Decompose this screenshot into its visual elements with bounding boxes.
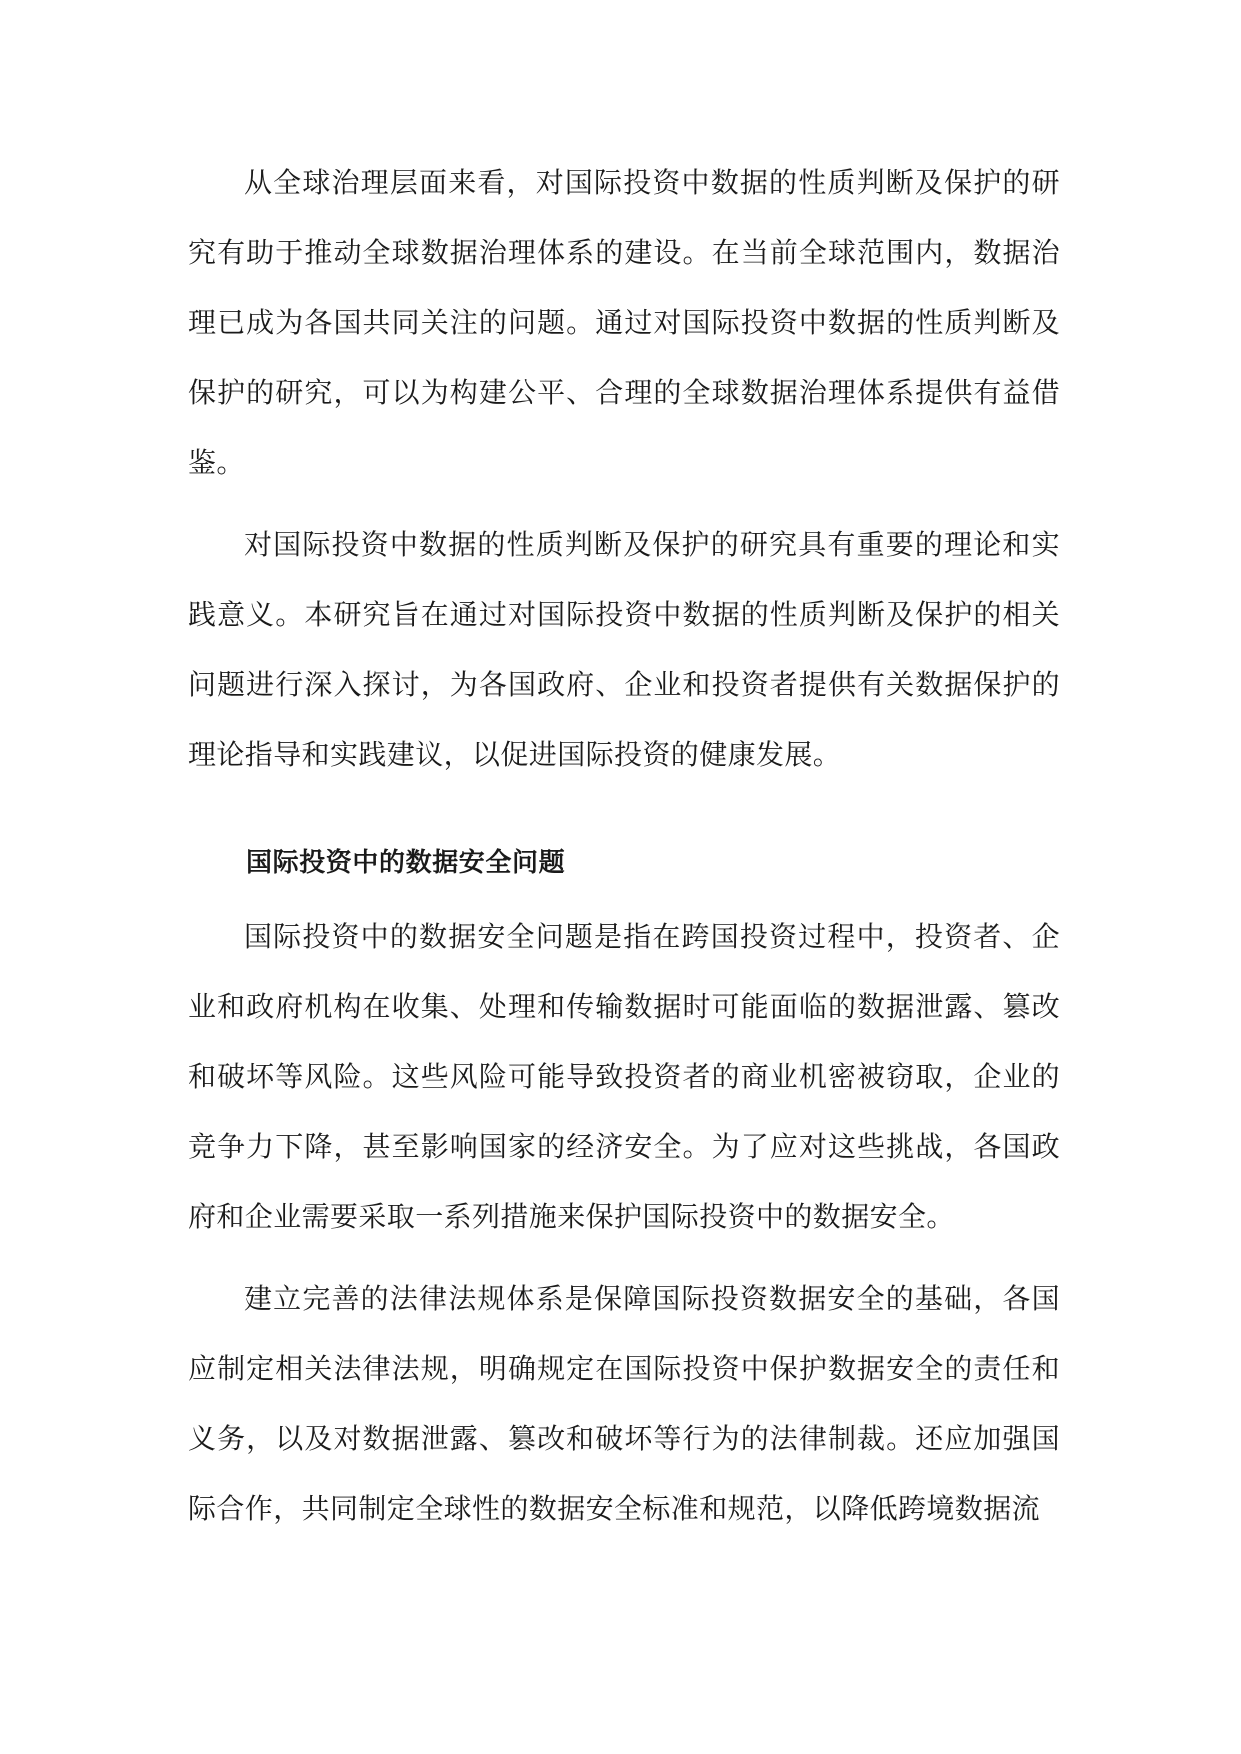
body-paragraph-legal-framework: 建立完善的法律法规体系是保障国际投资数据安全的基础，各国应制定相关法律法规，明确规定在国际投资中保护数据安全的责任和义务，以及对数据泄露、篡改和破坏等行为的法律制裁。还应加强国际合作，共同制定全球性的数据安全标准和规范，以降低跨境数据流 <box>188 1282 1060 1525</box>
body-paragraph-significance: 对国际投资中数据的性质判断及保护的研究具有重要的理论和实践意义。本研究旨在通过对国际投资中数据的性质判断及保护的相关问题进行深入探讨，为各国政府、企业和投资者提供有关数据保护的理论指导和实践建议，以促进国际投资的健康发展。 <box>188 528 1060 771</box>
body-paragraph-global-governance: 从全球治理层面来看，对国际投资中数据的性质判断及保护的研究有助于推动全球数据治理体系的建设。在当前全球范围内，数据治理已成为各国共同关注的问题。通过对国际投资中数据的性质判断及保护的研究，可以为构建公平、合理的全球数据治理体系提供有益借鉴。 <box>188 166 1060 479</box>
section-heading: 国际投资中的数据安全问题 <box>246 848 566 878</box>
document-body <box>188 148 1060 1556</box>
body-paragraph-data-security-definition: 国际投资中的数据安全问题是指在跨国投资过程中，投资者、企业和政府机构在收集、处理和传输数据时可能面临的数据泄露、篡改和破坏等风险。这些风险可能导致投资者的商业机密被窃取，企业的竞争力下降，甚至影响国家的经济安全。为了应对这些挑战，各国政府和企业需要采取一系列措施来保护国际投资中的数据安全。 <box>188 920 1060 1233</box>
